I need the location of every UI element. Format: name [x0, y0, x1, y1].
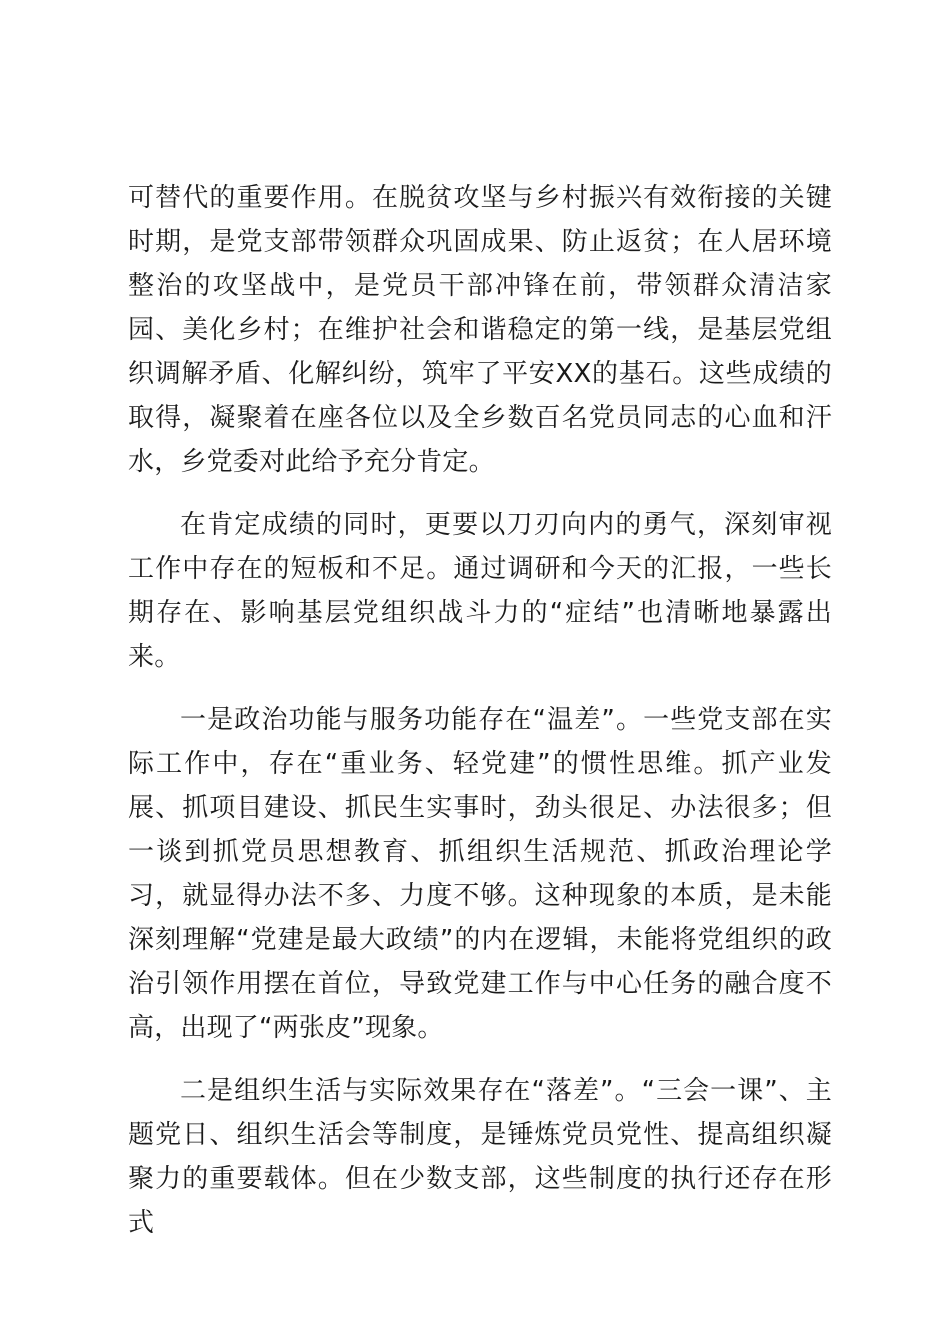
paragraph-2: 在肯定成绩的同时，更要以刀刃向内的勇气，深刻审视工作中存在的短板和不足。通过调研和今天的汇报，一些长期存在、影响基层党组织战斗力的“症结”也清晰地暴露出来。: [128, 510, 832, 672]
paragraph-1: 可替代的重要作用。在脱贫攻坚与乡村振兴有效衔接的关键时期，是党支部带领群众巩固成果、防止返贫；在人居环境整治的攻坚战中，是党员干部冲锋在前，带领群众清洁家园、美化乡村；在维护社会和谐稳定的第一线，是基层党组织调解矛盾、化解纠纷，筑牢了平安XX的基石。这些成绩的取得，凝聚着在座各位以及全乡数百名党员同志的心血和汗水，乡党委对此给予充分肯定。: [128, 183, 832, 477]
document-body: [128, 176, 832, 1264]
paragraph-4: 二是组织生活与实际效果存在“落差”。“三会一课”、主题党日、组织生活会等制度，是锤炼党员党性、提高组织凝聚力的重要载体。但在少数支部，这些制度的执行还存在形式: [128, 1076, 832, 1238]
paragraph-3: 一是政治功能与服务功能存在“温差”。一些党支部在实际工作中，存在“重业务、轻党建”的惯性思维。抓产业发展、抓项目建设、抓民生实事时，劲头很足、办法很多；但一谈到抓党员思想教育、抓组织生活规范、抓政治理论学习，就显得办法不多、力度不够。这种现象的本质，是未能深刻理解“党建是最大政绩”的内在逻辑，未能将党组织的政治引领作用摆在首位，导致党建工作与中心任务的融合度不高，出现了“两张皮”现象。: [128, 705, 832, 1043]
